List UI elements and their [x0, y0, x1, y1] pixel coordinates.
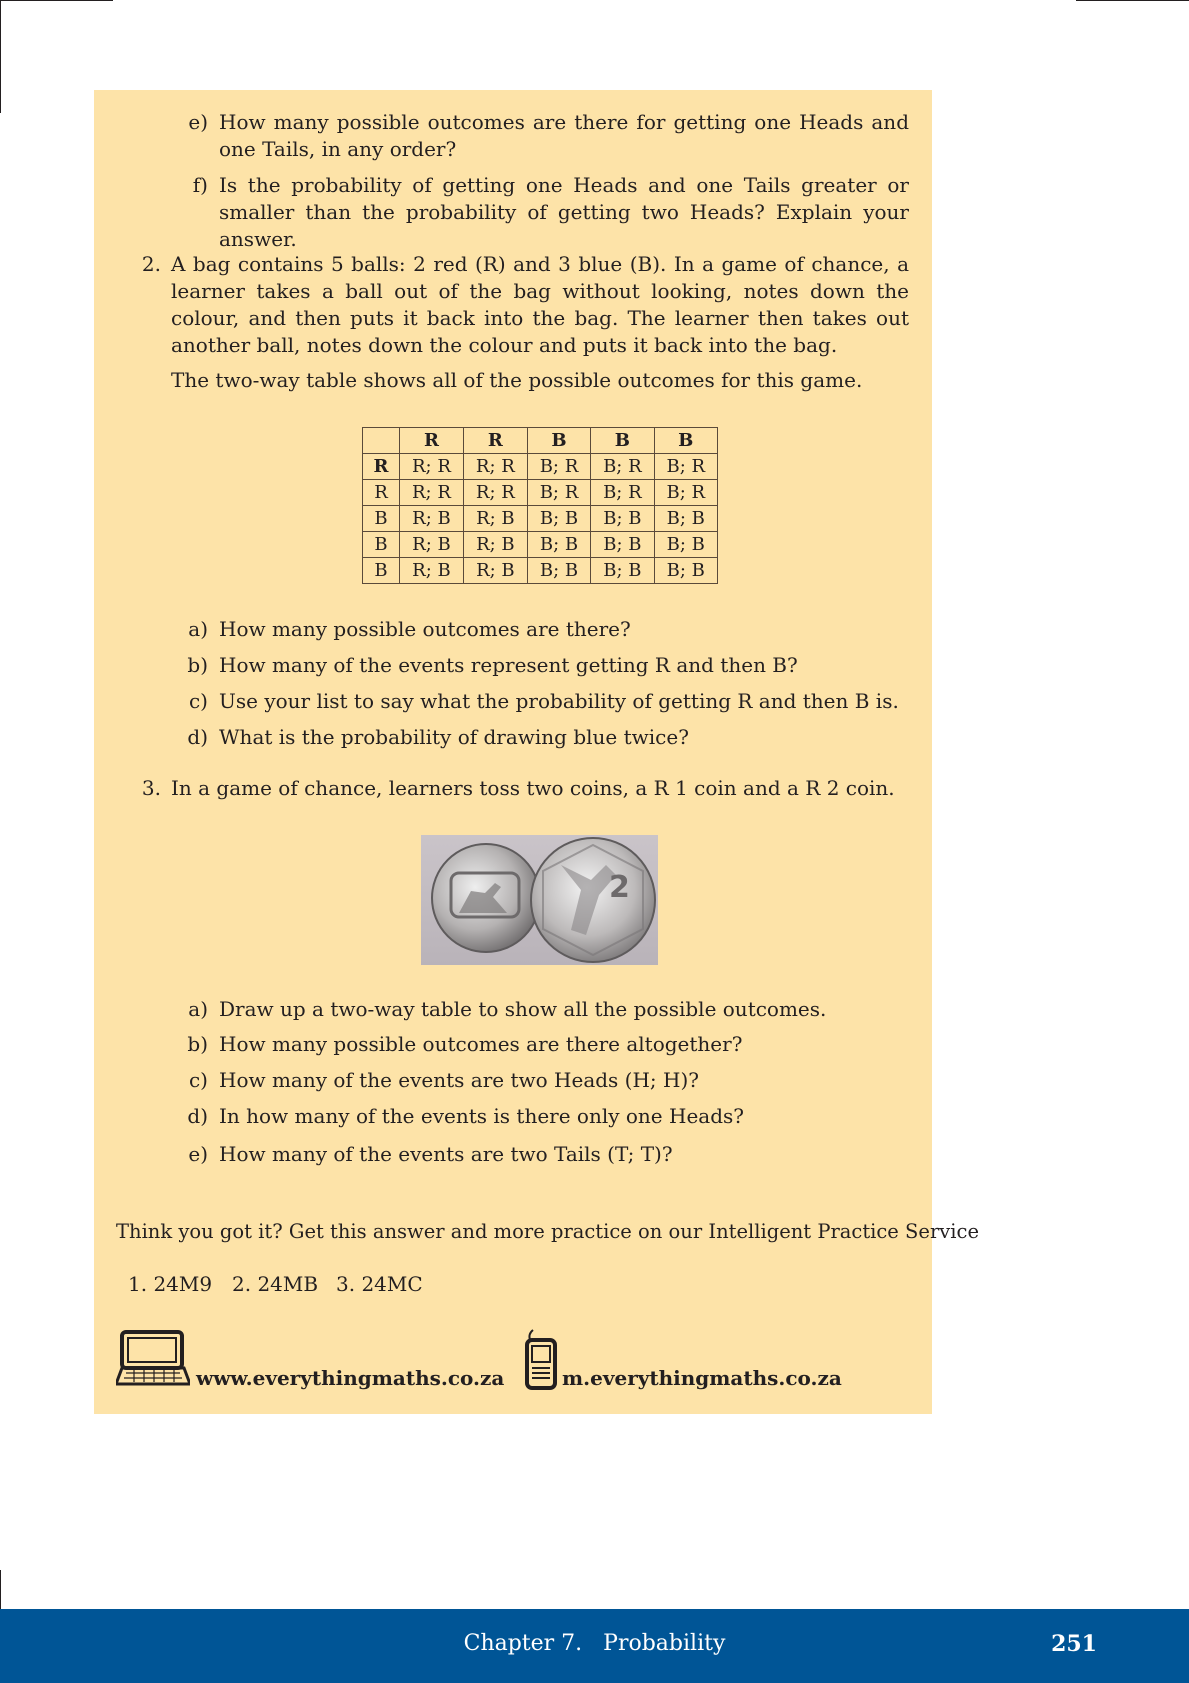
q2-d-label: d) — [187, 725, 208, 749]
table-header-row — [363, 428, 718, 454]
q1-f-label: f) — [192, 173, 208, 197]
table-cell: B; R — [527, 480, 590, 506]
q3-d-text: In how many of the events is there only one Heads? — [219, 1104, 744, 1128]
table-row — [363, 506, 718, 532]
q3-text: In a game of chance, learners toss two coins, a R 1 coin and a R 2 coin. — [171, 776, 895, 800]
table-row-header: B — [363, 532, 400, 558]
crop-mark — [1076, 0, 1189, 1]
q3-e-label: e) — [188, 1142, 208, 1166]
q2-b-text: How many of the events represent getting R and then B? — [219, 653, 798, 677]
table-cell: B; R — [591, 454, 654, 480]
coins-illustration — [421, 835, 658, 965]
q2-c-text: Use your list to say what the probability of getting R and then B is. — [219, 689, 899, 713]
practice-code-3[interactable]: 3. 24MC — [336, 1272, 423, 1296]
table-cell: B; B — [654, 558, 717, 584]
q3-d-label: d) — [187, 1104, 208, 1128]
q2-d-text: What is the probability of drawing blue twice? — [219, 725, 689, 749]
crop-mark — [0, 0, 1, 113]
q2-intro: The two-way table shows all of the possible outcomes for this game. — [171, 368, 863, 392]
table-cell: R; B — [463, 558, 527, 584]
practice-code-2[interactable]: 2. 24MB — [232, 1272, 319, 1296]
table-cell: B; B — [591, 558, 654, 584]
q3-a-label: a) — [188, 997, 208, 1021]
two-way-table — [362, 427, 718, 584]
table-cell: R; B — [400, 506, 464, 532]
table-cell: R; B — [463, 506, 527, 532]
table-cell: B; B — [654, 506, 717, 532]
mobile-link[interactable]: m.everythingmaths.co.za — [562, 1366, 842, 1390]
table-row — [363, 532, 718, 558]
table-cell: B; R — [591, 480, 654, 506]
table-cell: R; R — [463, 480, 527, 506]
table-cell: B; R — [527, 454, 590, 480]
table-cell: R; R — [400, 454, 464, 480]
svg-text:2: 2 — [609, 870, 630, 905]
chapter-title: Chapter 7. Probability — [463, 1631, 726, 1656]
table-cell: B; B — [591, 506, 654, 532]
q2-number: 2. — [141, 252, 161, 276]
coins-photo — [421, 835, 658, 965]
table-cell: B; R — [654, 480, 717, 506]
table-cell: B; R — [654, 454, 717, 480]
q3-c-text: How many of the events are two Heads (H; H)? — [219, 1068, 699, 1092]
table-cell: R; B — [400, 532, 464, 558]
q3-c-label: c) — [188, 1068, 208, 1092]
q2-b-label: b) — [187, 653, 208, 677]
table-cell: R; R — [400, 480, 464, 506]
table-header-cell: B — [591, 428, 654, 454]
q2-a-label: a) — [188, 617, 208, 641]
web-link[interactable]: www.everythingmaths.co.za — [196, 1366, 505, 1390]
table-cell: R; B — [400, 558, 464, 584]
q2-text: A bag contains 5 balls: 2 red (R) and 3 blue (B). In a game of chance, a learner takes a ball out of the bag without looking, notes down the colour, and then puts it back into the bag. The learner then takes out another ball, notes down the colour and puts it back into the bag. — [171, 252, 909, 357]
table-row-header: R — [363, 480, 400, 506]
q2-c-label: c) — [188, 689, 208, 713]
q3-b-label: b) — [187, 1032, 208, 1056]
table-row — [363, 454, 718, 480]
practice-code-1[interactable]: 1. 24M9 — [128, 1272, 213, 1296]
table-row — [363, 558, 718, 584]
table-cell: R; R — [463, 454, 527, 480]
crop-mark — [0, 0, 113, 1]
q1-e-text: How many possible outcomes are there for getting one Heads and one Tails, in any order? — [219, 110, 909, 161]
table-cell — [363, 428, 400, 454]
mobile-phone-icon — [524, 1328, 558, 1390]
q1-e-label: e) — [188, 110, 208, 134]
q3-e-text: How many of the events are two Tails (T; T)? — [219, 1142, 673, 1166]
crop-mark — [0, 1570, 1, 1610]
table-header-cell: R — [463, 428, 527, 454]
table-cell: B; B — [527, 506, 590, 532]
table-header-cell: B — [527, 428, 590, 454]
q2-a-text: How many possible outcomes are there? — [219, 617, 631, 641]
q3-a-text: Draw up a two-way table to show all the possible outcomes. — [219, 997, 827, 1021]
table-row — [363, 480, 718, 506]
practice-text: Think you got it? Get this answer and more practice on our Intelligent Practice Service — [116, 1220, 979, 1243]
page-footer — [0, 1609, 1189, 1683]
q3-number: 3. — [141, 776, 161, 800]
table-header-cell: B — [654, 428, 717, 454]
table-cell: B; B — [654, 532, 717, 558]
table-cell: B; B — [591, 532, 654, 558]
table-row-header: R — [363, 454, 400, 480]
q3-b-text: How many possible outcomes are there altogether? — [219, 1032, 743, 1056]
page-number: 251 — [1051, 1631, 1097, 1657]
table-cell: B; B — [527, 532, 590, 558]
table-row-header: B — [363, 558, 400, 584]
q1-f-text: Is the probability of getting one Heads and one Tails greater or smaller than the probability of getting two Heads? Explain your answer. — [219, 173, 909, 251]
table-header-cell: R — [400, 428, 464, 454]
table-cell: B; B — [527, 558, 590, 584]
table-row-header: B — [363, 506, 400, 532]
table-cell: R; B — [463, 532, 527, 558]
laptop-icon — [116, 1330, 190, 1386]
